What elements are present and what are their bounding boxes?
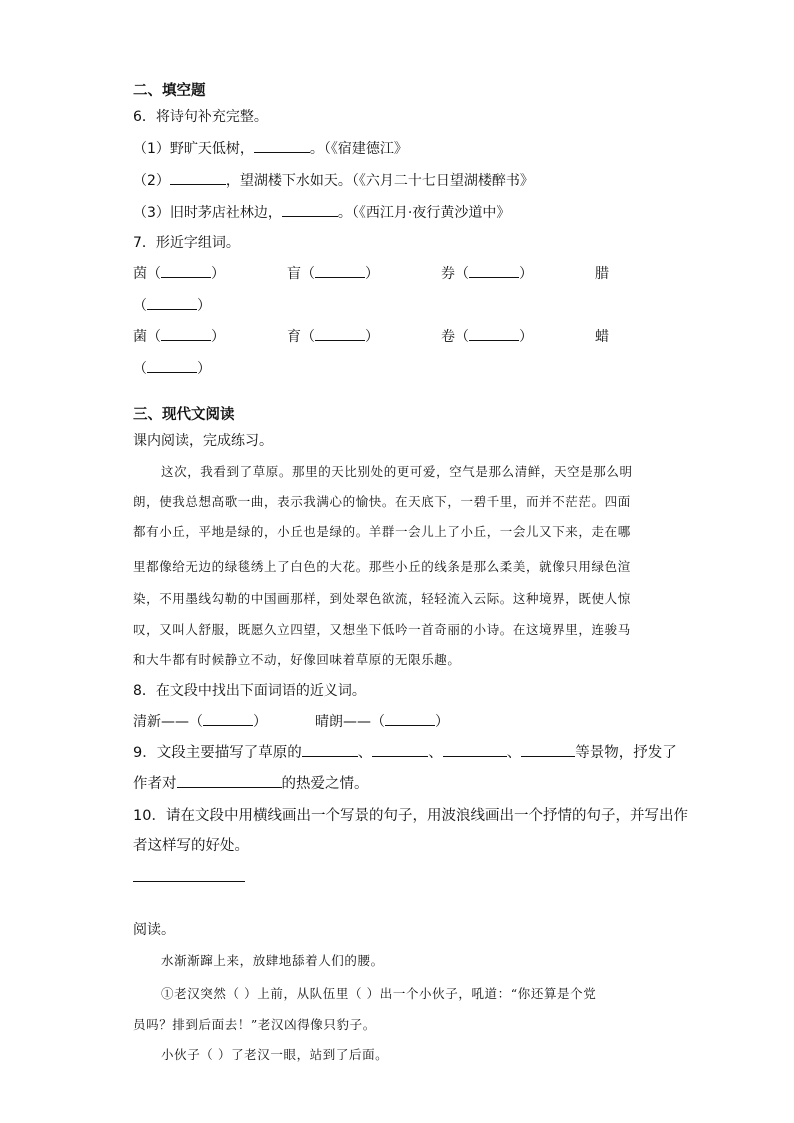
paren-close: ） [519, 329, 533, 345]
answer-blank[interactable] [469, 328, 519, 341]
answer-blank[interactable] [170, 172, 226, 185]
word-group-item-wrap [133, 297, 211, 315]
char-label: 育（ [287, 329, 315, 345]
passage-2-line: 小伙子（ ）了老汉一眼，站到了后面。 [161, 1047, 389, 1062]
char-label: 菌（ [133, 329, 161, 345]
paren-close: ） [197, 361, 211, 377]
item-text: （1）野旷天低树， [133, 141, 254, 157]
passage-2-line: 水渐渐蹿上来，放肆地舔着人们的腰。 [161, 953, 384, 968]
answer-blank[interactable] [372, 744, 428, 757]
word-group-item [287, 328, 379, 346]
paren-close: ） [253, 714, 267, 730]
word-group-item-wrap [133, 360, 211, 378]
passage-line: 都有小丘，平地是绿的，小丘也是绿的。羊群一会儿上了小丘，一会儿又下来，走在哪 [133, 524, 631, 539]
synonym-item [315, 713, 449, 731]
paren-close: ） [365, 266, 379, 282]
answer-blank[interactable] [282, 204, 338, 217]
char-label: 卷（ [441, 329, 469, 345]
item-text: 。（《西江月·夜行黄沙道中》 [337, 205, 511, 221]
passage-line: 这次，我看到了草原。那里的天比别处的更可爱，空气是那么清鲜，天空是那么明 [161, 464, 633, 479]
answer-blank[interactable] [302, 744, 358, 757]
answer-blank[interactable] [203, 713, 253, 726]
item-text: （2） [133, 173, 170, 189]
answer-blank[interactable] [315, 265, 365, 278]
word-group-item: 腊 [595, 266, 609, 282]
char-label: 券（ [441, 266, 469, 282]
paren-open: （ [133, 298, 147, 314]
section-title-fill-blank: 二、填空题 [133, 83, 206, 99]
synonym-item [133, 713, 267, 731]
q9-text: 等景物，抒发了 [575, 745, 677, 761]
answer-blank[interactable] [443, 744, 507, 757]
answer-blank[interactable] [315, 328, 365, 341]
answer-blank[interactable] [385, 713, 435, 726]
answer-blank[interactable] [161, 328, 211, 341]
answer-line[interactable] [133, 881, 245, 882]
q9-sep: 、 [428, 745, 443, 761]
item-text: （3）旧时茅店社林边， [133, 205, 282, 221]
item-text: ，望湖楼下水如天。（《六月二十七日望湖楼醉书》 [225, 173, 534, 189]
passage-2-line: ①老汉突然（ ）上前，从队伍里（ ）出一个小伙子，吼道：“你还算是个党 [161, 986, 597, 1001]
word-group-item [287, 265, 379, 283]
question-10-line-2: 者这样写的好处。 [133, 838, 249, 854]
reading-2-intro: 阅读。 [133, 922, 175, 938]
answer-blank[interactable] [147, 360, 197, 373]
word-group-item [441, 328, 533, 346]
question-9-line-1 [133, 744, 677, 762]
q9-text: 作者对 [133, 776, 177, 792]
q9-text: 的热爱之情。 [281, 776, 369, 792]
paren-close: ） [365, 329, 379, 345]
passage-line: 染，不用墨线勾勒的中国画那样，到处翠色欲流，轻轻流入云际。这种境界，既使人惊 [133, 591, 631, 606]
answer-blank[interactable] [177, 775, 282, 788]
passage-line: 叹，又叫人舒服，既愿久立四望，又想坐下低吟一首奇丽的小诗。在这境界里，连骏马 [133, 622, 631, 637]
answer-blank[interactable] [161, 265, 211, 278]
question-6-stem: 6．将诗句补充完整。 [133, 109, 268, 125]
question-7-stem: 7．形近字组词。 [133, 235, 240, 251]
passage-line: 里都像给无边的绿毯绣上了白色的大花。那些小丘的线条是那么柔美，就像只用绿色渲 [133, 559, 631, 574]
paren-open: （ [133, 361, 147, 377]
answer-blank[interactable] [469, 265, 519, 278]
answer-blank[interactable] [254, 140, 310, 153]
word-label: 晴朗——（ [315, 714, 385, 730]
reading-intro: 课内阅读，完成练习。 [133, 433, 273, 449]
question-10-line-1: 10．请在文段中用横线画出一个写景的句子，用波浪线画出一个抒情的句子，并写出作 [133, 808, 688, 824]
passage-line: 和大牛都有时候静立不动，好像回味着草原的无限乐趣。 [133, 652, 461, 667]
word-group-item [133, 265, 225, 283]
item-text: 。（《宿建德江》 [309, 141, 408, 157]
char-label: 茵（ [133, 266, 161, 282]
paren-close: ） [519, 266, 533, 282]
word-group-item: 蜡 [595, 329, 609, 345]
paren-close: ） [211, 329, 225, 345]
question-6-item-1 [133, 140, 408, 158]
word-group-item [133, 328, 225, 346]
answer-blank[interactable] [521, 744, 575, 757]
passage-line: 朗，使我总想高歌一曲，表示我满心的愉快。在天底下，一碧千里，而并不茫茫。四面 [133, 494, 631, 509]
question-6-item-2 [133, 172, 534, 190]
paren-close: ） [211, 266, 225, 282]
q9-text: 9．文段主要描写了草原的 [133, 745, 302, 761]
q9-sep: 、 [506, 745, 522, 761]
paren-close: ） [435, 714, 449, 730]
answer-blank[interactable] [147, 297, 197, 310]
passage-2-line: 员吗？排到后面去！”老汉凶得像只豹子。 [133, 1017, 376, 1032]
question-6-item-3 [133, 204, 510, 222]
paren-close: ） [197, 298, 211, 314]
char-label: 盲（ [287, 266, 315, 282]
q9-sep: 、 [357, 745, 373, 761]
word-group-item [441, 265, 533, 283]
question-9-line-2 [133, 775, 369, 793]
section-title-modern-reading: 三、现代文阅读 [133, 407, 235, 423]
word-label: 清新——（ [133, 714, 203, 730]
question-8-stem: 8．在文段中找出下面词语的近义词。 [133, 683, 366, 699]
